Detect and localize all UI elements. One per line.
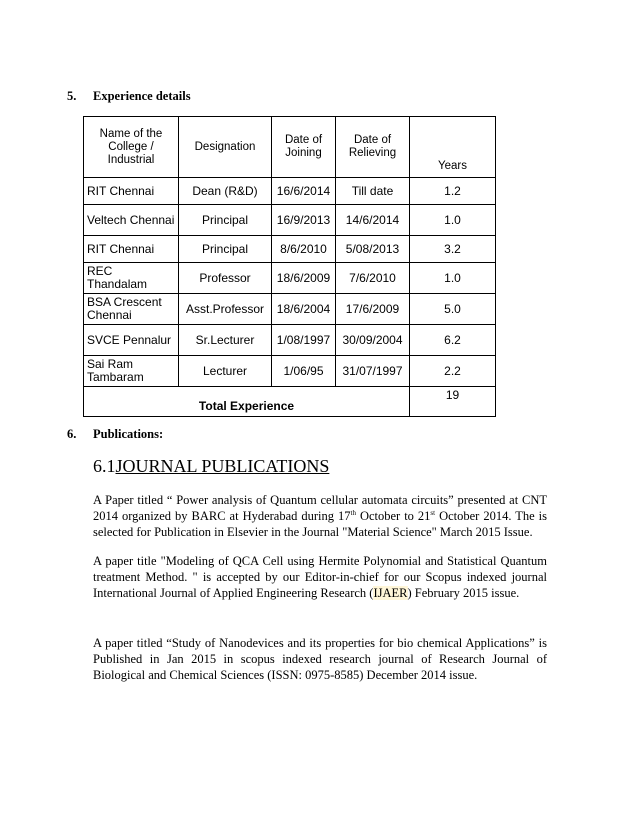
cell-college: Sai Ram Tambaram bbox=[84, 356, 179, 387]
cell-college: Veltech Chennai bbox=[84, 205, 179, 236]
cell-joining: 18/6/2009 bbox=[272, 263, 336, 294]
cell-joining: 1/06/95 bbox=[272, 356, 336, 387]
cell-years: 1.0 bbox=[410, 263, 496, 294]
publication-paragraph-3 bbox=[93, 635, 547, 683]
cell-college: RIT Chennai bbox=[84, 236, 179, 263]
header-relieving: Date of Relieving bbox=[336, 117, 410, 178]
header-college: Name of the College / Industrial bbox=[84, 117, 179, 178]
table-row bbox=[84, 178, 496, 205]
table-row bbox=[84, 294, 496, 325]
cell-designation: Principal bbox=[179, 205, 272, 236]
publication-paragraph-1 bbox=[93, 492, 547, 540]
table-header-row bbox=[84, 117, 496, 178]
table-row bbox=[84, 263, 496, 294]
journal-publications-heading bbox=[93, 456, 329, 477]
cell-college: BSA Crescent Chennai bbox=[84, 294, 179, 325]
cell-joining: 8/6/2010 bbox=[272, 236, 336, 263]
table-row bbox=[84, 325, 496, 356]
cell-college: SVCE Pennalur bbox=[84, 325, 179, 356]
cell-designation: Sr.Lecturer bbox=[179, 325, 272, 356]
cell-years: 5.0 bbox=[410, 294, 496, 325]
cell-relieving: Till date bbox=[336, 178, 410, 205]
cell-relieving: 7/6/2010 bbox=[336, 263, 410, 294]
section-5-heading bbox=[67, 89, 191, 104]
cell-relieving: 5/08/2013 bbox=[336, 236, 410, 263]
cell-designation: Principal bbox=[179, 236, 272, 263]
cell-joining: 1/08/1997 bbox=[272, 325, 336, 356]
total-row bbox=[84, 387, 496, 417]
table-row bbox=[84, 356, 496, 387]
p1-text-a: A Paper titled “ Power analysis of Quantum cellular automata circuits” presented at CNT 2014 organized by BARC at Hyderabad during 17 bbox=[93, 493, 547, 523]
p1-sup-st: st bbox=[430, 508, 436, 517]
section-5-title: Experience details bbox=[93, 89, 191, 103]
cell-college: REC Thandalam bbox=[84, 263, 179, 294]
p2-journal-abbrev: IJAER bbox=[373, 586, 408, 600]
publication-paragraph-2 bbox=[93, 553, 547, 601]
subsection-title: JOURNAL PUBLICATIONS bbox=[115, 456, 330, 476]
cell-designation: Dean (R&D) bbox=[179, 178, 272, 205]
cell-years: 1.0 bbox=[410, 205, 496, 236]
header-years: Years bbox=[410, 117, 496, 178]
p2-text-b: ) February 2015 issue. bbox=[407, 586, 520, 600]
section-6-heading bbox=[67, 427, 163, 442]
section-6-number: 6. bbox=[67, 427, 77, 441]
cell-designation: Lecturer bbox=[179, 356, 272, 387]
section-5-number: 5. bbox=[67, 89, 77, 103]
header-designation: Designation bbox=[179, 117, 272, 178]
cell-college: RIT Chennai bbox=[84, 178, 179, 205]
cell-relieving: 14/6/2014 bbox=[336, 205, 410, 236]
cell-years: 3.2 bbox=[410, 236, 496, 263]
table-row bbox=[84, 205, 496, 236]
cell-relieving: 31/07/1997 bbox=[336, 356, 410, 387]
p2-text-a: A paper title "Modeling of QCA Cell using Hermite Polynomial and Statistical Quantum treatment Method. " is accepted by our Editor-in-chief for our Scopus indexed journal International Journal of Applied Engineering Research ( bbox=[93, 554, 547, 600]
cell-relieving: 30/09/2004 bbox=[336, 325, 410, 356]
p1-sup-th: th bbox=[350, 508, 356, 517]
p1-text-b: October to 21 bbox=[355, 509, 431, 523]
experience-table bbox=[83, 116, 496, 417]
subsection-number: 6.1 bbox=[93, 456, 116, 476]
cell-joining: 16/6/2014 bbox=[272, 178, 336, 205]
cell-joining: 16/9/2013 bbox=[272, 205, 336, 236]
header-joining: Date of Joining bbox=[272, 117, 336, 178]
cell-years: 2.2 bbox=[410, 356, 496, 387]
cell-designation: Asst.Professor bbox=[179, 294, 272, 325]
cell-joining: 18/6/2004 bbox=[272, 294, 336, 325]
table-row bbox=[84, 236, 496, 263]
section-6-title: Publications: bbox=[93, 427, 164, 441]
cell-years: 1.2 bbox=[410, 178, 496, 205]
cell-relieving: 17/6/2009 bbox=[336, 294, 410, 325]
p1-text-c: October 2014. The is selected for Publication in Elsevier in the Journal "Material Science" March 2015 Issue. bbox=[93, 509, 547, 539]
total-experience-label: Total Experience bbox=[84, 387, 410, 417]
cell-designation: Professor bbox=[179, 263, 272, 294]
p3-text: A paper titled “Study of Nanodevices and its properties for bio chemical Applications” is Published in Jan 2015 in scopus indexed research journal of Research Journal of Biological and Chemical Sciences (ISSN: 0975-8585) December 2014 issue. bbox=[93, 636, 547, 682]
total-experience-value: 19 bbox=[410, 387, 496, 417]
cell-years: 6.2 bbox=[410, 325, 496, 356]
